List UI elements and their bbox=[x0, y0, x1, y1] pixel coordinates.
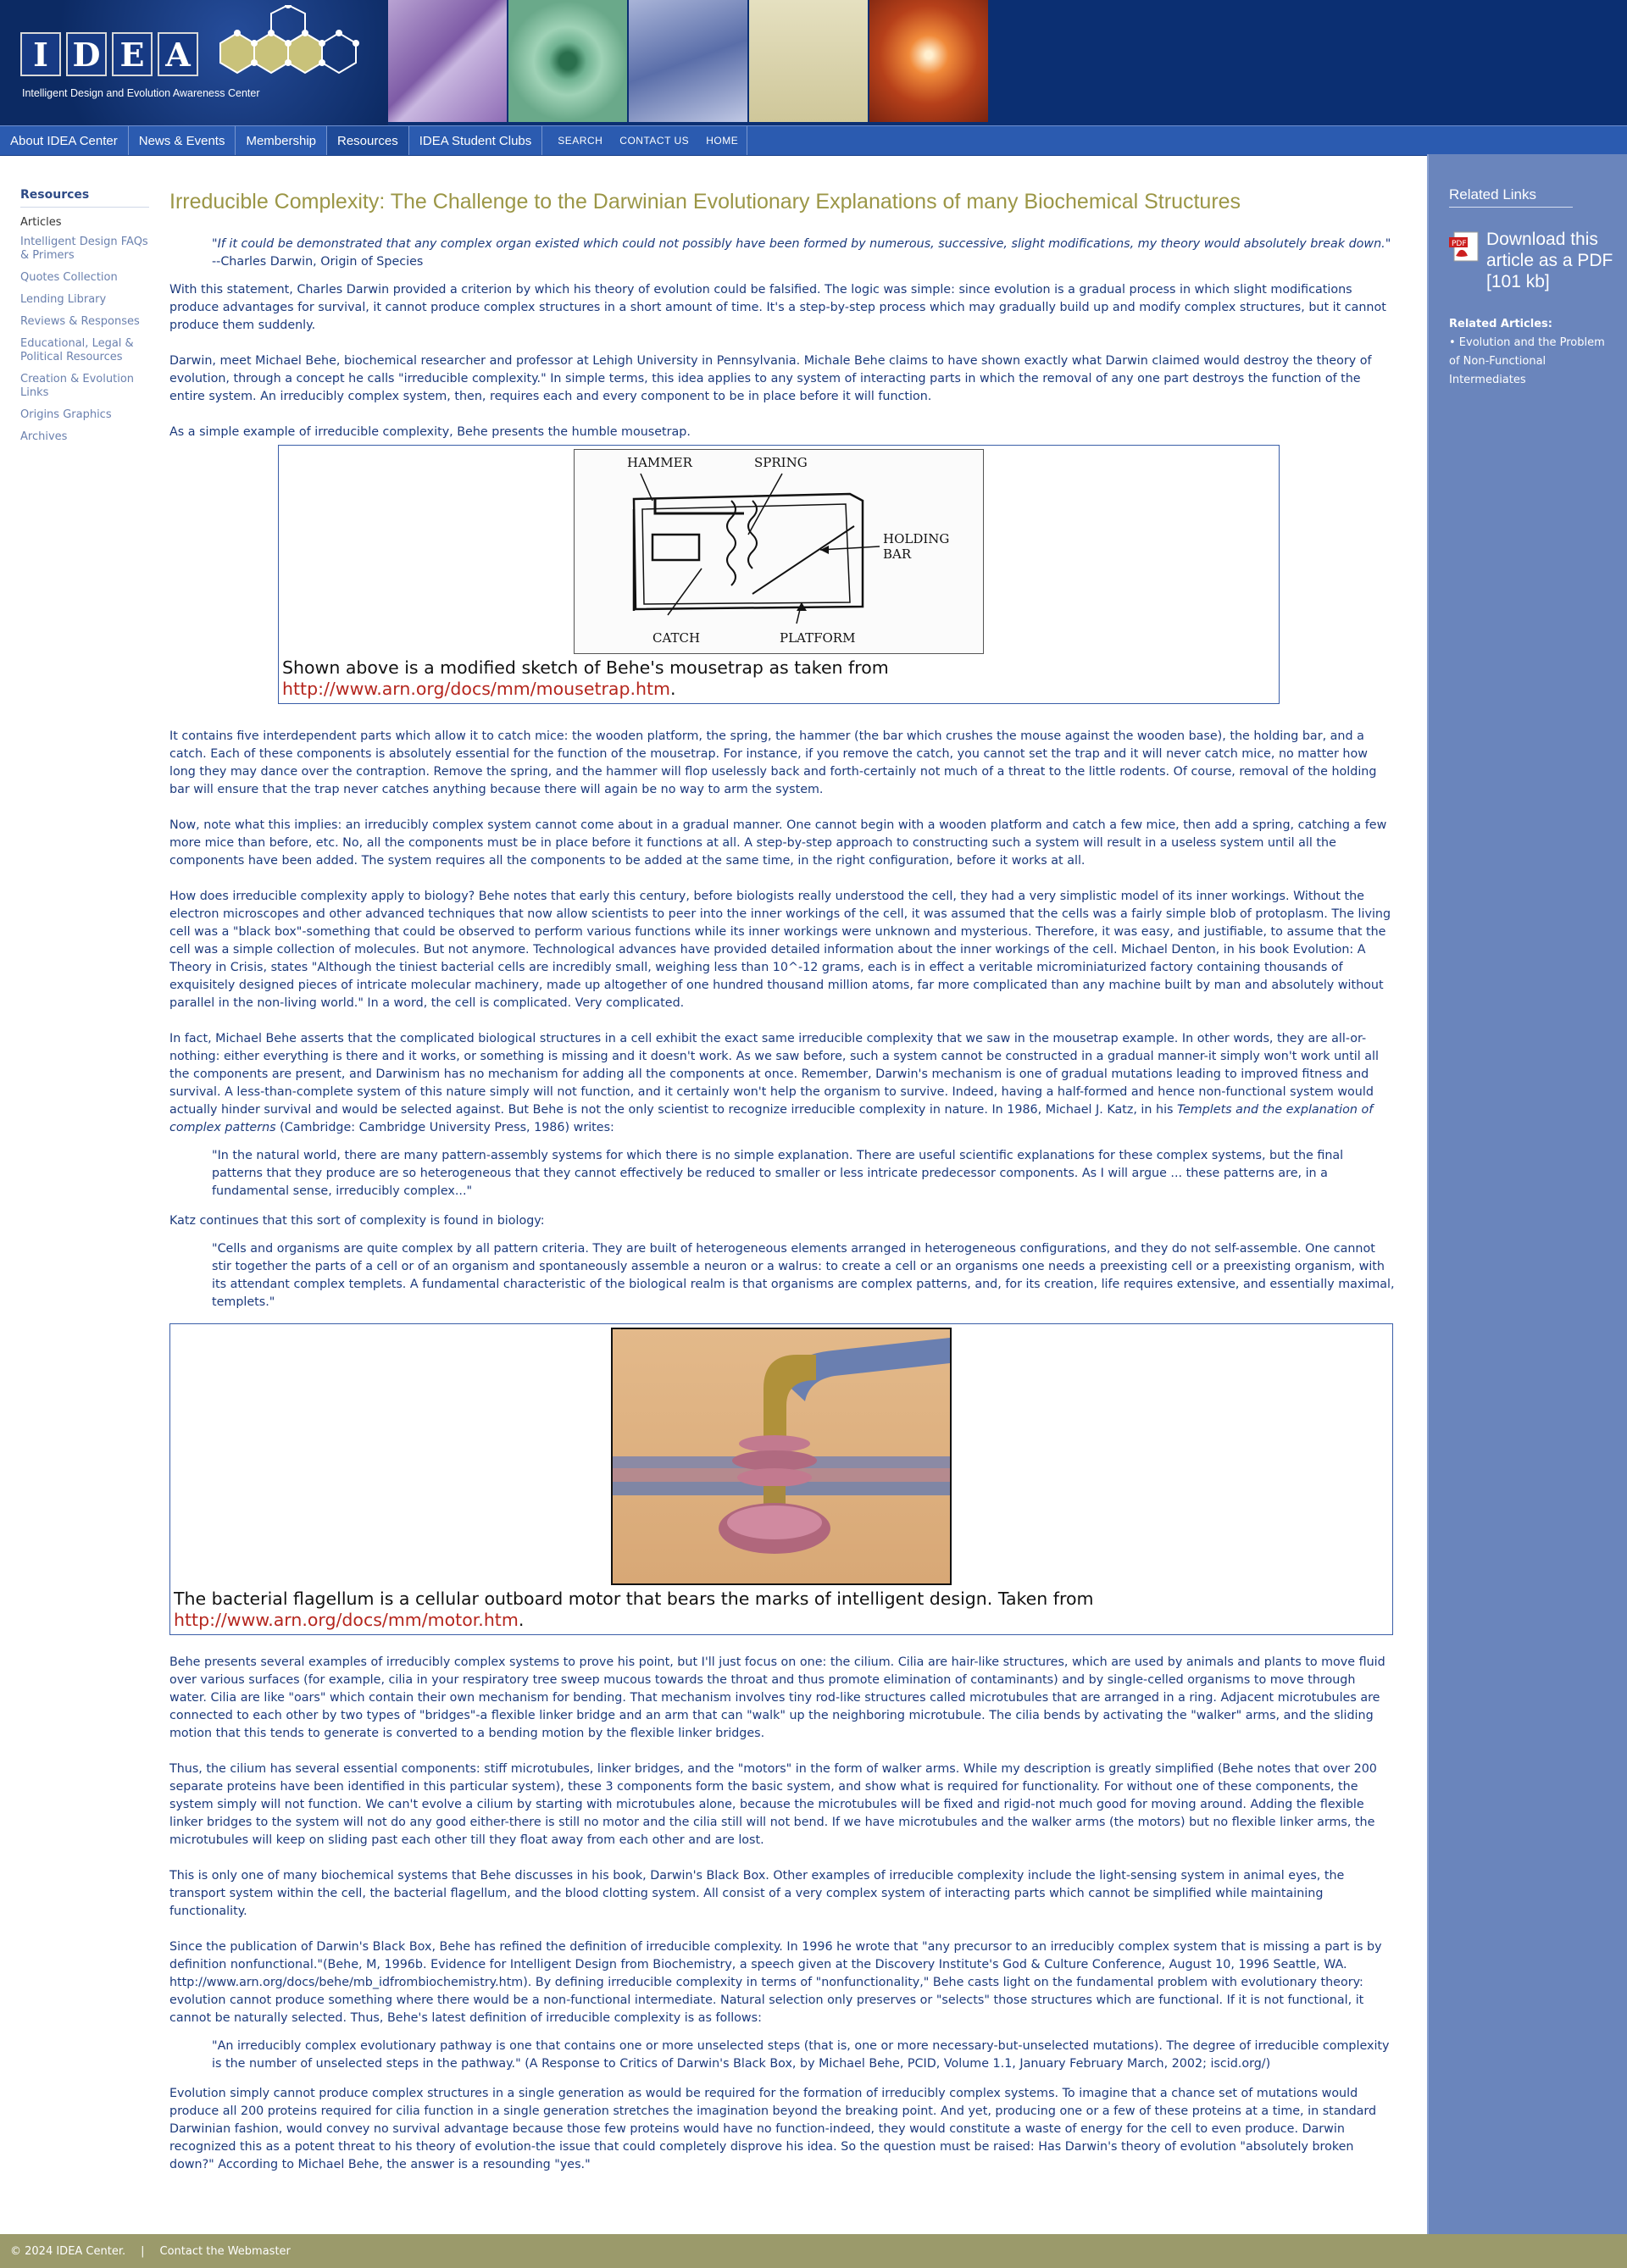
eye-image bbox=[508, 0, 627, 122]
sidebar-heading[interactable]: Resources bbox=[20, 188, 149, 208]
paragraph: This is only one of many biochemical systems that Behe discusses in his book, Darwin's Black Box. Other examples of irreducible complexity include the light-sensing system in animal eyes, the transport system within the cell, the bacterial flagellum, and the blood clotting system. All consist of a very complex system of interacting parts which cannot be simplified while maintaining functionality. bbox=[169, 1869, 1345, 1918]
site-tagline: Intelligent Design and Evolution Awareness Center bbox=[22, 87, 260, 99]
logo-letter: A bbox=[158, 32, 198, 76]
mousetrap-diagram bbox=[574, 449, 984, 654]
label-hammer: HAMMER bbox=[627, 455, 692, 470]
contact-webmaster-link[interactable]: Contact the Webmaster bbox=[159, 2244, 291, 2258]
nav-home[interactable]: HOME bbox=[706, 135, 739, 147]
paragraph: It contains five interdependent parts which allow it to catch mice: the wooden platform, the spring, the hammer (the bar which crushes the mouse against the wooden base), the holding bar, and a catch. Each of these components is absolutely essential for the function of the mousetrap. For instance, if you remove the catch, you cannot set the trap and it will never catch mice, no matter how long they may dance over the contraption. Remove the spring, and the hammer will flop uselessly back and forth-certainly not much of a threat to the little rodents. Of course, removal of the holding bar will ensure that the trap never catches anything because there will again be no way to arm the system. bbox=[169, 729, 1377, 796]
mousetrap-figure bbox=[278, 445, 1280, 704]
related-links-title: Related Links bbox=[1449, 186, 1573, 208]
main-nav bbox=[0, 125, 1627, 156]
footer-separator: | bbox=[141, 2244, 145, 2258]
dna-image bbox=[388, 0, 507, 122]
nav-student-clubs[interactable]: IDEA Student Clubs bbox=[409, 126, 543, 155]
sidebar-item-articles[interactable]: Articles bbox=[20, 216, 62, 229]
katz-quote-2: "Cells and organisms are quite complex by all pattern criteria. They are built of heterogeneous elements arranged in heterogeneous configurations, and they do not self-assemble. One cannot stir together the parts of a cell or of an organism and spontaneously assemble a neuron or a walrus: to create a cell or an organisms one needs a preexisting cell or a preexisting organism, with its attendant complex templets. A fundamental characteristic of the biological realm is that organisms are complex patterns, and, for its creation, life requires extensive, and essentially maximal, templets." bbox=[212, 1242, 1395, 1309]
label-bar: BAR bbox=[883, 546, 912, 562]
paragraph: In fact, Michael Behe asserts that the complicated biological structures in a cell exhibit the exact same irreducible complexity that we saw in the mousetrap example. In other words, they are all-or-nothing: either everything is there and it works, or something is missing and it doesn't work. As we saw before, such a system cannot be constructed in a gradual manner-it simply won't work until all the components are present, and Darwinism has no mechanism for adding all the components at once. Remember, Darwin's mechanism is one of gradual mutations leading to improved fitness and survival. A less-than-complete system of this nature simply will not function, and it certainly won't help the organism to survive. Indeed, having a half-formed and hence non-functional system would actually hinder survival and would be selected against. But Behe is not the only scientist to recognize irreducible complexity in nature. In 1986, Michael J. Katz, in his Templets and the explanation of complex patterns (Cambridge: Cambridge University Press, 1986) writes: bbox=[169, 1032, 1380, 1134]
page-title: Irreducible Complexity: The Challenge to the Darwinian Evolutionary Explanations of many Biochemical Structures bbox=[169, 190, 1241, 213]
flagellum-source-link[interactable]: http://www.arn.org/docs/mm/motor.htm bbox=[174, 1610, 519, 1630]
label-holding: HOLDING bbox=[883, 531, 950, 546]
sidebar-item-links[interactable]: Creation & Evolution Links bbox=[20, 373, 135, 399]
sidebar-item-graphics[interactable]: Origins Graphics bbox=[20, 408, 112, 421]
paragraph: Behe presents several examples of irreducibly complex systems to prove his point, but I'll just focus on one: the cilium. Cilia are hair-like structures, which are used by animals and plants to move fluid over various surfaces (for example, cilia in your respiratory tree sweep mucous towards the throat and thus promote elimination of contaminants) and by single-celled organisms to move through water. Cilia are like "oars" which contain their own mechanism for bending. That mechanism involves tiny rod-like structures called microtubules that are arranged in a ring. Adjacent microtubules are connected to each other by two types of "bridges"-a flexible linker bridge and an arm that can "walk" up the neighboring microtubule. The cilia bends by activating the "walker" arms, and the sliding motion that this tends to generate is converted to a bending motion by the flexible linker bridges. bbox=[169, 1655, 1385, 1740]
logo-letter: I bbox=[20, 32, 61, 76]
sidebar-item-reviews[interactable]: Reviews & Responses bbox=[20, 315, 140, 328]
molecule-graphic bbox=[203, 5, 373, 90]
nav-membership[interactable]: Membership bbox=[236, 126, 327, 155]
paragraph: Evolution simply cannot produce complex structures in a single generation as would be required for the formation of irreducibly complex systems. To imagine that a chance set of mutations would produce all 200 proteins required for cilia function in a single generation stretches the imagination beyond the breaking point. And yet, producing one or a few of these proteins at a time, in standard Darwinian fashion, would convey no survival advantage because those few proteins would have no function-indeed, they would constitute a waste of energy for the cell to even produce. Darwin recognized this as a potent threat to his theory of evolution-the issue that could completely disprove his idea. So the question must be raised: Has Darwin's theory of evolution "absolutely broken down?" According to Michael Behe, the answer is a resounding "yes." bbox=[169, 2087, 1377, 2171]
copyright: © 2024 IDEA Center. bbox=[10, 2244, 126, 2258]
paragraph: How does irreducible complexity apply to biology? Behe notes that early this century, before biologists really understood the cell, they had a very simplistic model of its inner workings. Without the electron microscopes and other advanced techniques that now allow scientists to peer into the inner workings of the cell, it was assumed that the cells was a fairly simple blob of protoplasm. The living cell was a "black box"-something that could be observed to perform various functions while its inner workings were unknown and mysterious. Therefore, it was easy, and justifiable, to assume that the cell was a simple collection of molecules. But not anymore. Technological advances have provided detailed information about the inner workings of the cell. Michael Denton, in his book Evolution: A Theory in Crisis, states "Although the tiniest bacterial cells are incredibly small, weighing less than 10^-12 grams, each is in effect a veritable microminiaturized factory containing thousands of exquisitely designed pieces of intricate molecular machinery, made up altogether of one hundred thousand million atoms, far more complicated than any machine built by man and absolutely without parallel in the non-living world." In a word, the cell is complicated. Very complicated. bbox=[169, 890, 1391, 1010]
download-pdf-link[interactable]: Download this article as a PDF [101 kb] bbox=[1486, 230, 1613, 291]
related-articles bbox=[1449, 315, 1619, 390]
behe-quote: "An irreducibly complex evolutionary pathway is one that contains one or more unselected steps (that is, one or more necessary-but-unselected mutations). The degree of irreducible complexity is the number of unselected steps in the pathway." (A Response to Critics of Darwin's Black Box, by Michael Behe, PCID, Volume 1.1, January February March, 2002; iscid.org/) bbox=[212, 2039, 1390, 2071]
fossil-image bbox=[629, 0, 747, 122]
related-article-link[interactable]: • Evolution and the Problem of Non-Functional Intermediates bbox=[1449, 336, 1605, 386]
paragraph: As a simple example of irreducible complexity, Behe presents the humble mousetrap. bbox=[169, 425, 691, 439]
quote-attribution: --Charles Darwin, Origin of Species bbox=[212, 255, 424, 269]
paragraph: Thus, the cilium has several essential components: stiff microtubules, linker bridges, and the "motors" in the form of walker arms. While my description is greatly simplified (Behe notes that over 200 separate proteins have been identified in this particular system), these 3 components form the basic system, and show what is required for functionality. For without one of these components, the system simply will not function. We can't evolve a cilium by starting with microtubules alone, because the microtubules will be fixed and rigid-not much good for moving around. Adding the flexible linker bridges to the system will not do any good either-there is still no motor and the cilia still will not bend. If we have microtubules and the walker arms (the motors) but no flexible linker arms, the microtubules will keep on sliding past each other till they float away from each other and are lost. bbox=[169, 1762, 1377, 1847]
logo-letter: D bbox=[66, 32, 107, 76]
nav-about[interactable]: About IDEA Center bbox=[0, 126, 129, 155]
article bbox=[169, 188, 1395, 2192]
darwin-quote: "If it could be demonstrated that any complex organ existed which could not possibly have been formed by numerous, successive, slight modifications, my theory would absolutely break down." --Charles Darwin, Origin of Species bbox=[212, 236, 1395, 271]
left-sidebar bbox=[20, 188, 149, 452]
site-header bbox=[0, 0, 1627, 125]
sidebar-item-educational[interactable]: Educational, Legal & Political Resources bbox=[20, 337, 134, 363]
site-logo[interactable] bbox=[0, 0, 388, 125]
flagellum-caption: The bacterial flagellum is a cellular outboard motor that bears the marks of intelligent design. Taken from http://www.arn.org/docs/mm/motor.htm. bbox=[174, 1589, 1094, 1630]
paragraph: Since the publication of Darwin's Black Box, Behe has refined the definition of irreducible complexity. In 1996 he wrote that "any precursor to an irreducibly complex system that is missing a part is by definition nonfunctional."(Behe, M, 1996b. Evidence for Intelligent Design from Biochemistry, a speech given at the Discovery Institute's God & Culture Conference, August 10, 1996 Seattle, WA. http://www.arn.org/docs/behe/mb_idfrombiochemistry.htm). By defining irreducible complexity in terms of "nonfunctionality," Behe casts light on the fundamental problem with evolutionary theory: evolution cannot produce something where there would be a non-functional intermediate. Natural selection only preserves or "selects" those structures which are functional. If it is not functional, it cannot be naturally selected. Thus, Behe's latest definition of irreducible complexity is as follows: bbox=[169, 1940, 1382, 2025]
site-footer bbox=[0, 2234, 1627, 2268]
label-platform: PLATFORM bbox=[780, 630, 856, 646]
label-catch: CATCH bbox=[652, 630, 701, 646]
nav-search[interactable]: SEARCH bbox=[558, 135, 603, 147]
sidebar-item-faqs[interactable]: Intelligent Design FAQs & Primers bbox=[20, 236, 148, 262]
mousetrap-caption: Shown above is a modified sketch of Behe's mousetrap as taken from http://www.arn.org/docs/mm/mousetrap.htm. bbox=[282, 657, 889, 699]
paragraph: Darwin, meet Michael Behe, biochemical researcher and professor at Lehigh University in Pennsylvania. Michale Behe claims to have shown exactly what Darwin claimed would destroy the theory of evolution, through a concept he calls "irreducible complexity." In simple terms, this idea applies to any system of interacting parts in which the removal of any one part destroys the function of the entire system. An irreducibly complex system, then, requires each and every component to be in place before it will function. bbox=[169, 354, 1372, 403]
label-spring: SPRING bbox=[754, 455, 808, 470]
katz-quote: "In the natural world, there are many pattern-assembly systems for which there is no simple explanation. There are useful scientific explanations for these complex systems, but the final patterns that they produce are so heterogeneous that they cannot effectively be reduced to smaller or less intricate predecessor components. As I will argue ... these patterns are, in a fundamental sense, irreducibly complex..." bbox=[212, 1149, 1344, 1198]
flagellum-figure bbox=[169, 1323, 1393, 1635]
sidebar-item-quotes[interactable]: Quotes Collection bbox=[20, 271, 118, 284]
sidebar-item-library[interactable]: Lending Library bbox=[20, 293, 107, 306]
paragraph: Now, note what this implies: an irreducibly complex system cannot come about in a gradual manner. One cannot begin with a wooden platform and catch a few mice, then add a spring, catching a few more mice than before, etc. No, all the components must be in place before it functions at all. A step-by-step approach to constructing such a system will result in a useless system until all the components have been added. The system requires all the components to be added at the same time, in the right configuration, before it works at all. bbox=[169, 818, 1387, 868]
sidebar-item-archives[interactable]: Archives bbox=[20, 430, 68, 443]
svg-text:PDF: PDF bbox=[1452, 240, 1467, 248]
book-title: Templets and the explanation of complex patterns bbox=[169, 1103, 1374, 1134]
related-heading: Related Articles: bbox=[1449, 318, 1552, 330]
logo-letter: E bbox=[112, 32, 153, 76]
right-sidebar bbox=[1427, 154, 1627, 2234]
nav-resources[interactable]: Resources bbox=[327, 126, 409, 155]
flagellum-image bbox=[611, 1328, 952, 1585]
paragraph: Katz continues that this sort of complexity is found in biology: bbox=[169, 1214, 545, 1228]
nav-news-events[interactable]: News & Events bbox=[129, 126, 236, 155]
mousetrap-source-link[interactable]: http://www.arn.org/docs/mm/mousetrap.htm bbox=[282, 679, 671, 699]
vitruvian-image bbox=[749, 0, 868, 122]
pdf-icon[interactable] bbox=[1449, 230, 1481, 264]
nav-contact[interactable]: CONTACT US bbox=[619, 135, 690, 147]
nebula-image bbox=[869, 0, 988, 122]
paragraph: With this statement, Charles Darwin provided a criterion by which his theory of evolution could be falsified. The logic was simple: since evolution is a gradual process in which slight modifications produce advantages for survival, it cannot produce complex structures in a short amount of time. It's a step-by-step process which may gradually build up and modify complex structures, but it cannot produce them suddenly. bbox=[169, 283, 1386, 332]
